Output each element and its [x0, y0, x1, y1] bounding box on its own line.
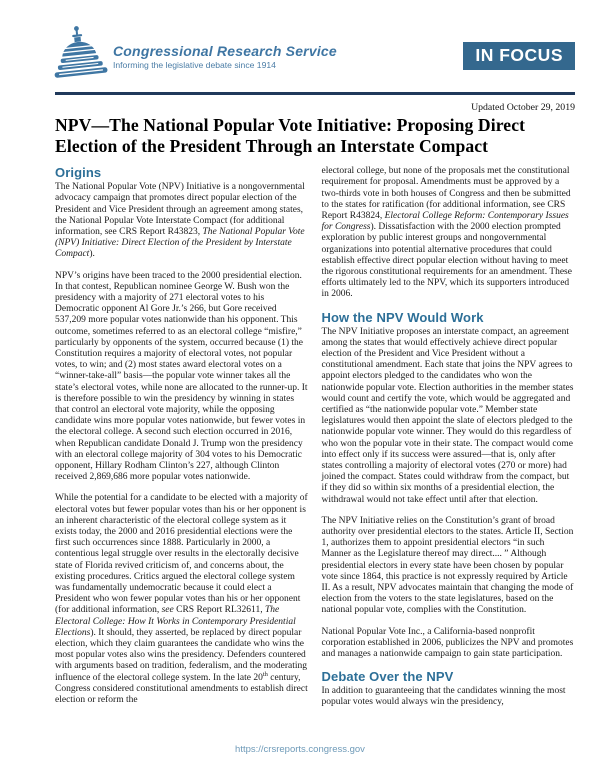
footer-url-link[interactable]: https://crsreports.congress.gov	[235, 744, 365, 755]
paragraph: The National Popular Vote (NPV) Initiative is a nongovernmental advocacy campaign that promotes direct popular election of the President and Vice President through an agreement among states, the National Popular Vote Interstate Compact (for additional information, see CRS Report R43823, The National Popular Vote (NPV) Initiative: Direct Election of the President by Interstate Compact).	[55, 182, 305, 260]
in-focus-badge: IN FOCUS	[463, 42, 575, 70]
paragraph: The NPV Initiative relies on the Constitution’s grant of broad authority over presidential electors to the states. Article II, Section 1, authorizes them to appoint presidential electors “in such Manner as the Legislature thereof may direct.... ” Although presidential electors in every state have been chosen by popular vote since 1864, this practice is not expressly required by Article II. As a result, NPV advocates maintain that changing the mode of election from the voters to the state legislatures, based on the national popular vote, complies with the Constitution.	[321, 515, 574, 616]
org-tagline: Informing the legislative debate since 1914	[113, 60, 276, 70]
section-heading: Origins	[55, 165, 102, 181]
capitol-dome-icon	[46, 21, 110, 85]
section-heading: Debate Over the NPV	[321, 669, 454, 685]
paragraph: In addition to guaranteeing that the candidates winning the most popular votes would always win the presidency,	[321, 686, 566, 708]
crs-logo	[55, 26, 337, 82]
left-column	[55, 166, 309, 708]
paragraph: National Popular Vote Inc., a California-based nonprofit corporation established in 2006, publicizes the NPV and promotes and manages a nationwide campaign to gain state participation.	[321, 626, 574, 660]
brand-text	[113, 44, 337, 70]
org-name: Congressional Research Service	[113, 43, 337, 59]
paragraph: The NPV Initiative proposes an interstate compact, an agreement among the states that would effectively achieve direct popular election of the President and Vice President without a constitutional amendment. Each state that joins the NPV agrees to appoint electors pledged to the candidates who won the nationwide popular vote. Election authorities in the member states would count and certify the vote, which would be aggregated and certified as “the nationwide popular vote.” Member state legislatures would then appoint the slate of electors pledged to the nationwide popular vote winner. They would do this regardless of who won the popular vote in their state. The compact would come into effect only if its success were assured—that is, only after states controlling a majority of electoral votes (270 or more) had joined the compact. States could withdraw from the compact, but if they did so within six months of a presidential election, the withdrawal would not take effect until after that election.	[321, 326, 574, 505]
paragraph: electoral college, but none of the proposals met the constitutional requirement for proposal. Amendments must be approved by a two-thirds vote in both houses of Congress and then be submitted to the states for ratification (for additional information, see CRS Report R43824, Electoral College Reform: Contemporary Issues for Congress). Dissatisfaction with the 2000 election prompted exploration by public interest groups and nongovernmental organizations into potential alternative procedures that could establish effective direct popular election without having to meet the rigorous constitutional requirements for an amendment. These efforts ultimately led to the NPV, which its supporters introduced in 2006.	[321, 166, 572, 300]
right-column	[322, 166, 576, 708]
body-columns	[55, 166, 575, 708]
document-title: NPV—The National Popular Vote Initiative: Proposing Direct Election of the President Through an Interstate Compact	[55, 115, 526, 157]
paragraph: NPV’s origins have been traced to the 2000 presidential election. In that contest, Republican nominee George W. Bush won the presidency with a majority of 271 electoral votes to his Democratic opponent Al Gore Jr.’s 266, but Gore received 537,209 more popular votes nationwide than his opponent. This outcome, sometimes referred to as an electoral college “misfire,” particularly by opponents of the system, occurred because (1) the Constitution requires a majority of electoral votes, not popular votes, to win; and (2) most states award electoral votes on a “winner-take-all” basis—the popular vote winner takes all the state’s electoral votes, while none are allocated to the runner-up. It is therefore possible to win the presidency by winning in states that control an electoral vote majority, while the opposing candidate wins more popular votes nationwide, but fewer votes in the electoral college. A second such election occurred in 2016, when Republican candidate Donald J. Trump won the presidency with an electoral college majority of 304 votes to his Democratic opponent, Hillary Rodham Clinton’s 227, although Clinton received 2,869,686 more popular votes nationwide.	[55, 270, 308, 483]
section-heading: How the NPV Would Work	[321, 309, 484, 325]
updated-date: Updated October 29, 2019	[471, 102, 575, 113]
paragraph: While the potential for a candidate to be elected with a majority of electoral votes but fewer popular votes than his or her opponent is an inherent characteristic of the electoral college system as it exists today, the 2000 and 2016 presidential elections were the first such occurrences since 1888. Particularly in 2000, a contentious legal struggle over results in the electorally decisive state of Florida revived criticism of, and concerns about, the existing procedures. Critics argued the electoral college system was fundamentally undemocratic because it could elect a President who won fewer popular votes than his or her opponent (for additional information, see CRS Report RL32611, The Electoral College: How It Works in Contemporary Presidential Elections). It should, they asserted, be replaced by direct popular election, which they claim guarantees the candidate who wins the most popular votes also wins the presidency. Defenders countered with arguments based on tradition, federalism, and the moderating influence of the electoral college system. In the late 20th century, Congress considered constitutional amendments to establish direct election or reform the	[55, 493, 308, 706]
page-footer	[0, 739, 600, 757]
masthead	[55, 26, 575, 95]
